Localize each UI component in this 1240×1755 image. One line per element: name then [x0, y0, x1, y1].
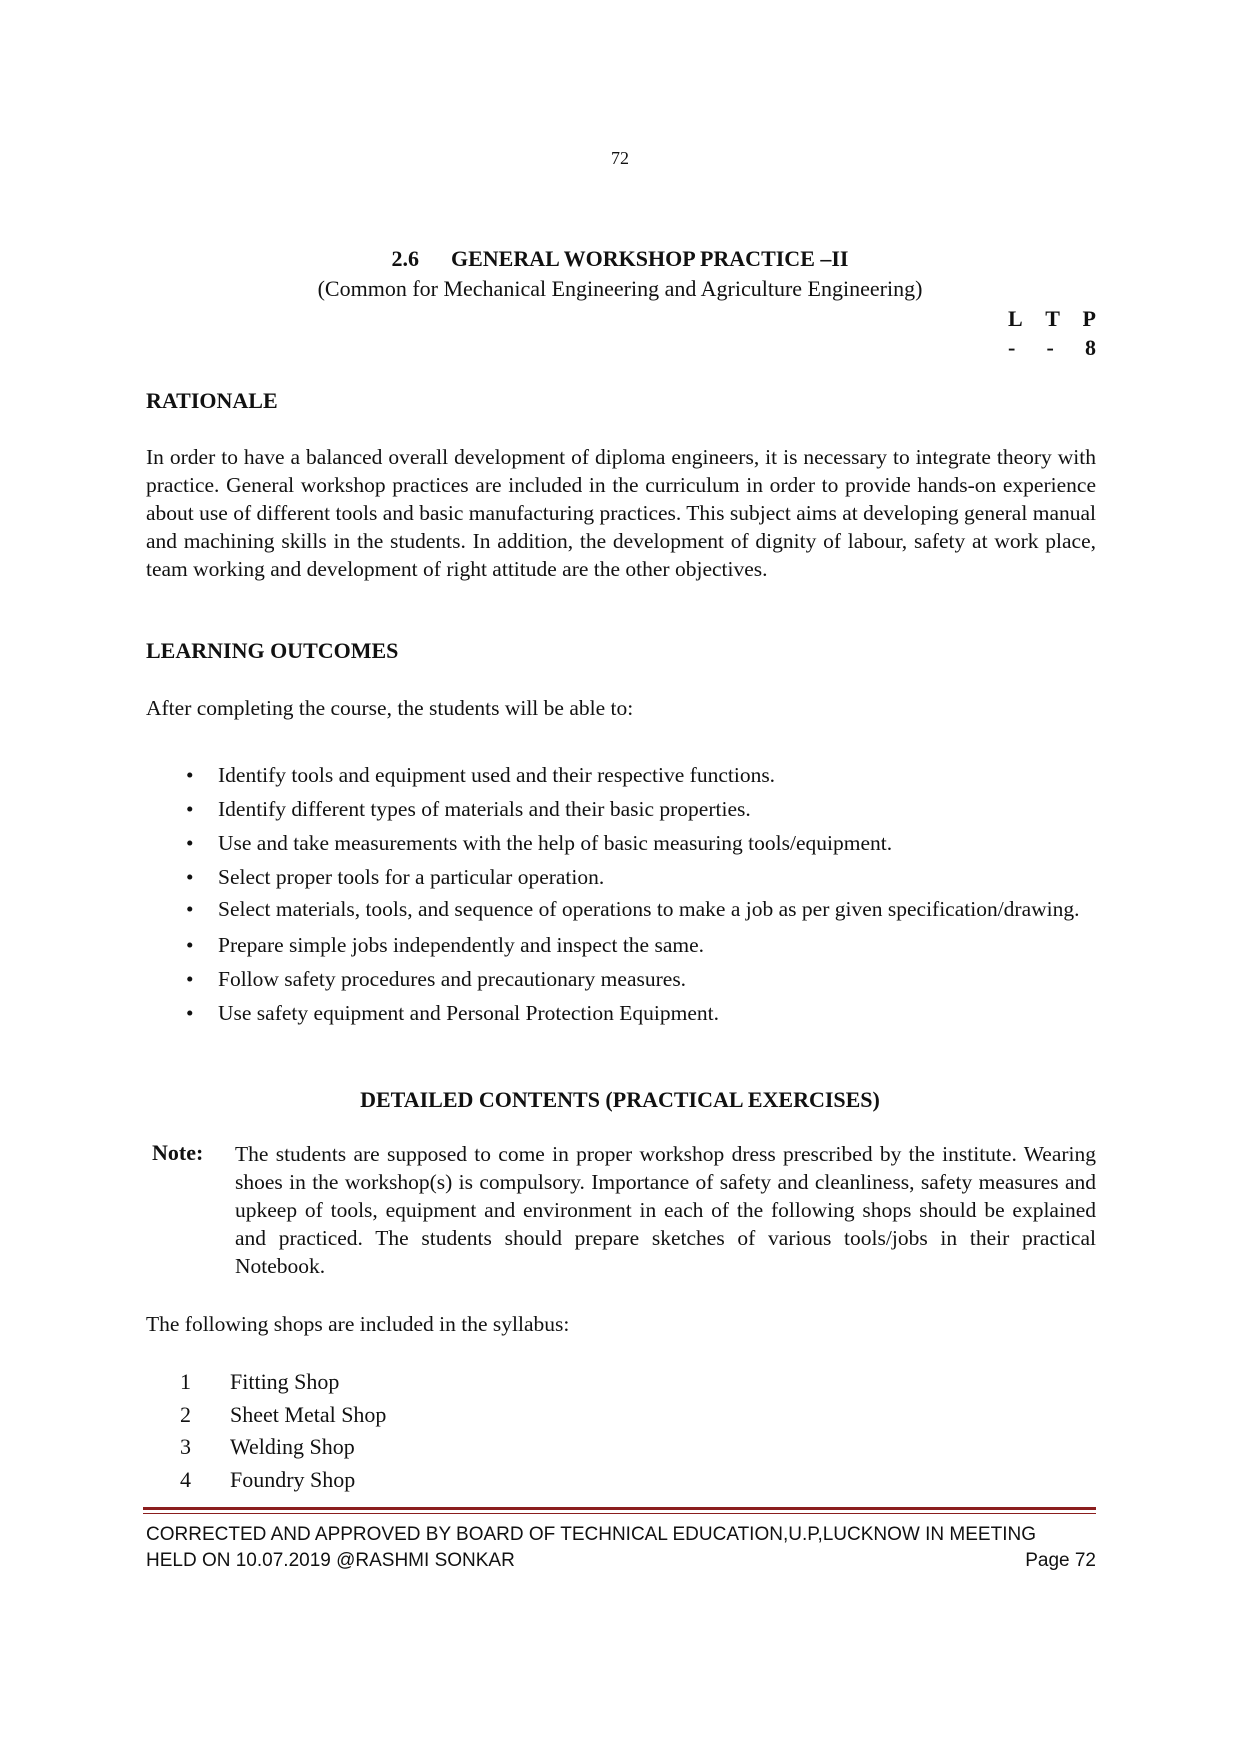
footer-page-number: Page 72 — [1025, 1550, 1096, 1571]
list-item — [180, 1399, 386, 1432]
learning-outcomes-intro: After completing the course, the students will be able to: — [146, 696, 634, 720]
footer-line-1: CORRECTED AND APPROVED BY BOARD OF TECHNICAL EDUCATION,U.P,LUCKNOW IN MEETING — [146, 1524, 1036, 1545]
shops-list — [180, 1366, 386, 1496]
learning-outcomes-heading: LEARNING OUTCOMES — [146, 638, 399, 663]
list-item-text: Prepare simple jobs independently and inspect the same. — [218, 933, 705, 957]
list-item — [146, 894, 1096, 925]
shops-intro: The following shops are included in the syllabus: — [146, 1312, 570, 1336]
footer-line-2 — [146, 1550, 1096, 1572]
course-title: GENERAL WORKSHOP PRACTICE –II — [450, 246, 849, 271]
bullet-icon: • — [186, 933, 194, 957]
list-item — [146, 792, 1096, 826]
bullet-icon: • — [186, 763, 194, 787]
list-item-text: Select proper tools for a particular operation. — [218, 865, 605, 889]
shop-number: 2 — [180, 1401, 191, 1427]
bullet-icon: • — [186, 797, 194, 821]
list-item — [180, 1464, 386, 1497]
list-item-text: Identify different types of materials and their basic properties. — [218, 797, 751, 821]
list-item — [146, 758, 1096, 792]
footer-divider-thin — [143, 1513, 1096, 1514]
list-item-text: Use and take measurements with the help of basic measuring tools/equipment. — [218, 831, 893, 855]
shop-name: Fitting Shop — [230, 1369, 340, 1394]
bullet-icon: • — [186, 967, 194, 991]
page-number: 72 — [611, 148, 629, 168]
course-code: 2.6 — [391, 246, 419, 271]
list-item — [146, 996, 1096, 1030]
page-title — [0, 246, 1240, 272]
note-text: The students are supposed to come in proper workshop dress prescribed by the institute. Wearing shoes in the workshop(s) is compulsory. Importance of safety and cleanliness, safety measures and upkeep of tools, equipment and environment in each of the following shops should be explained and practiced. The students should prepare sketches of various tools/jobs in their practical Notebook. — [235, 1142, 1096, 1278]
note-label: Note: — [152, 1140, 204, 1165]
ltp-header-t: T — [1045, 306, 1060, 331]
learning-outcomes-list — [146, 758, 1096, 1030]
shop-name: Welding Shop — [230, 1434, 355, 1459]
list-item-text: Follow safety procedures and precautionary measures. — [218, 967, 687, 991]
detailed-contents-heading: DETAILED CONTENTS (PRACTICAL EXERCISES) — [360, 1087, 880, 1112]
list-item — [146, 826, 1096, 860]
list-item-text: Identify tools and equipment used and their respective functions. — [218, 763, 776, 787]
list-item — [146, 860, 1096, 894]
footer-approval-text: HELD ON 10.07.2019 @RASHMI SONKAR — [146, 1550, 515, 1571]
list-item — [180, 1366, 386, 1399]
shop-number: 4 — [180, 1466, 191, 1492]
list-item-text: Use safety equipment and Personal Protection Equipment. — [218, 1001, 719, 1025]
rationale-text: In order to have a balanced overall development of diploma engineers, it is necessary to integrate theory with practice. General workshop practices are included in the curriculum in order to provide hands-on experience about use of different tools and basic manufacturing practices. This subject aims at developing general manual and machining skills in the students. In addition, the development of dignity of labour, safety at work place, team working and development of right attitude are the other objectives. — [146, 445, 1096, 581]
course-subtitle: (Common for Mechanical Engineering and Agriculture Engineering) — [317, 276, 923, 301]
shop-name: Foundry Shop — [230, 1466, 356, 1492]
bullet-icon: • — [186, 831, 194, 855]
rationale-heading: RATIONALE — [146, 388, 278, 413]
bullet-icon: • — [186, 865, 194, 889]
ltp-header-p: P — [1082, 306, 1096, 331]
list-item — [146, 928, 1096, 962]
shop-number: 3 — [180, 1434, 191, 1459]
bullet-icon: • — [186, 897, 194, 921]
footer-divider-thick — [143, 1507, 1096, 1510]
list-item — [180, 1431, 386, 1464]
shop-number: 1 — [180, 1369, 191, 1394]
list-item-text: Select materials, tools, and sequence of operations to make a job as per given specification/drawing. — [218, 897, 1080, 921]
ltp-header-row — [1008, 304, 1096, 333]
ltp-value-l: - — [1008, 335, 1016, 360]
ltp-table — [1008, 304, 1096, 362]
shop-name: Sheet Metal Shop — [230, 1401, 387, 1427]
ltp-value-p: 8 — [1085, 335, 1096, 360]
ltp-value-t: - — [1046, 335, 1054, 360]
bullet-icon: • — [186, 1001, 194, 1025]
ltp-value-row — [1008, 333, 1096, 362]
ltp-header-l: L — [1008, 306, 1023, 331]
list-item — [146, 962, 1096, 996]
